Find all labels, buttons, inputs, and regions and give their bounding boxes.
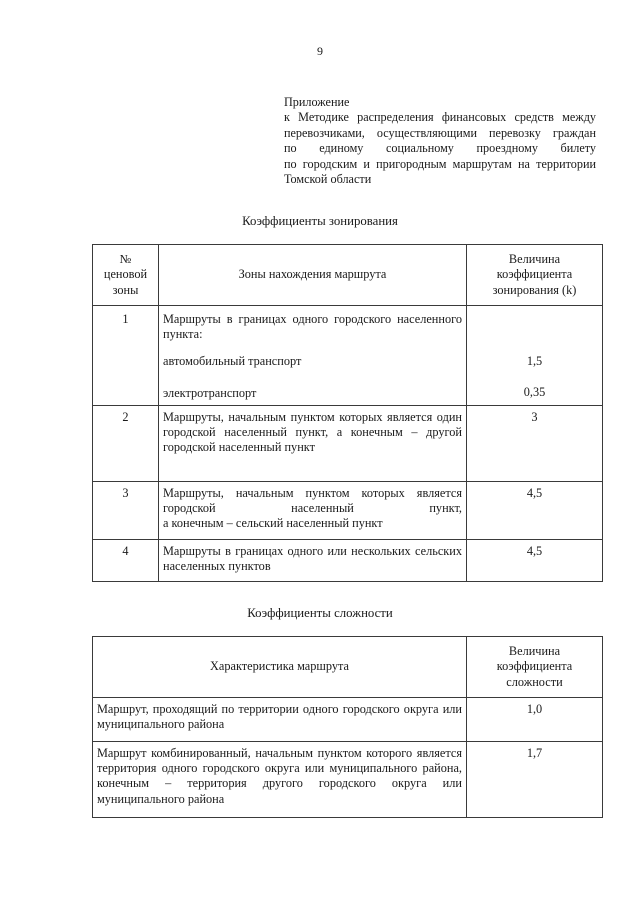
header-route: Характеристика маршрута (93, 637, 467, 698)
zone-description-text: а конечным – сельский населенный пункт (163, 516, 383, 531)
complexity-coef-value: 1,0 (467, 698, 603, 742)
complexity-coef-value: 1,7 (467, 742, 603, 818)
table-row (93, 482, 603, 540)
table-row (93, 306, 603, 406)
zone-coef-value: 4,5 (467, 482, 603, 540)
zone-coef-value: 3 (467, 406, 603, 482)
zone-description: Маршруты в границах одного или нескольких сельских населенных пунктов (159, 540, 467, 582)
page-number: 9 (317, 44, 323, 58)
route-description: Маршрут комбинированный, начальным пунктом которого является территория одного городского округа или муниципального района, конечным – территория другого городского округа или муниципального района (93, 742, 467, 818)
zone-number: 2 (93, 406, 159, 482)
zone-number: 1 (93, 306, 159, 406)
appendix-line: по городским и пригородным маршрутам на территории (284, 156, 596, 171)
zone-description (159, 306, 467, 406)
header-coef: Величина коэффициента сложности (467, 637, 603, 698)
zone-subtype: автомобильный транспорт (163, 354, 302, 369)
appendix-block (284, 95, 596, 187)
zone-description-text: Маршруты, начальным пунктом которых является городской населенный пункт, (163, 486, 462, 516)
route-description: Маршрут, проходящий по территории одного городского округа или муниципального района (93, 698, 467, 742)
table-row (93, 406, 603, 482)
zone-number: 3 (93, 482, 159, 540)
header-coef: Величина коэффициента зонирования (k) (467, 245, 603, 306)
table-row (93, 540, 603, 582)
zone-coef-value: 4,5 (467, 540, 603, 582)
appendix-line: перевозчиками, осуществляющими перевозку граждан (284, 125, 596, 140)
table-header-row (93, 637, 603, 698)
zone-description-text: Маршруты в границах одного городского населенного пункта: (163, 312, 462, 342)
zoning-heading: Коэффициенты зонирования (242, 214, 398, 228)
appendix-line: к Методике распределения финансовых средств между (284, 110, 596, 125)
header-zone-no: № ценовой зоны (93, 245, 159, 306)
zone-number: 4 (93, 540, 159, 582)
table-row (93, 742, 603, 818)
zone-coef-value: 0,35 (523, 385, 546, 400)
complexity-table (92, 636, 603, 818)
zone-description (159, 482, 467, 540)
complexity-heading: Коэффициенты сложности (247, 606, 393, 620)
zoning-table (92, 244, 603, 582)
table-header-row (93, 245, 603, 306)
zone-coef-cell (467, 306, 603, 406)
table-row (93, 698, 603, 742)
appendix-line: по единому социальному проездному билету (284, 141, 596, 156)
zone-subtype: электротранспорт (163, 385, 257, 400)
appendix-line: Томской области (284, 172, 372, 187)
zone-coef-value: 1,5 (526, 354, 543, 368)
header-zone-desc: Зоны нахождения маршрута (159, 245, 467, 306)
zone-description: Маршруты, начальным пунктом которых является один городской населенный пункт, а конечным – другой городской населенный пункт (159, 406, 467, 482)
appendix-title: Приложение (284, 95, 350, 109)
